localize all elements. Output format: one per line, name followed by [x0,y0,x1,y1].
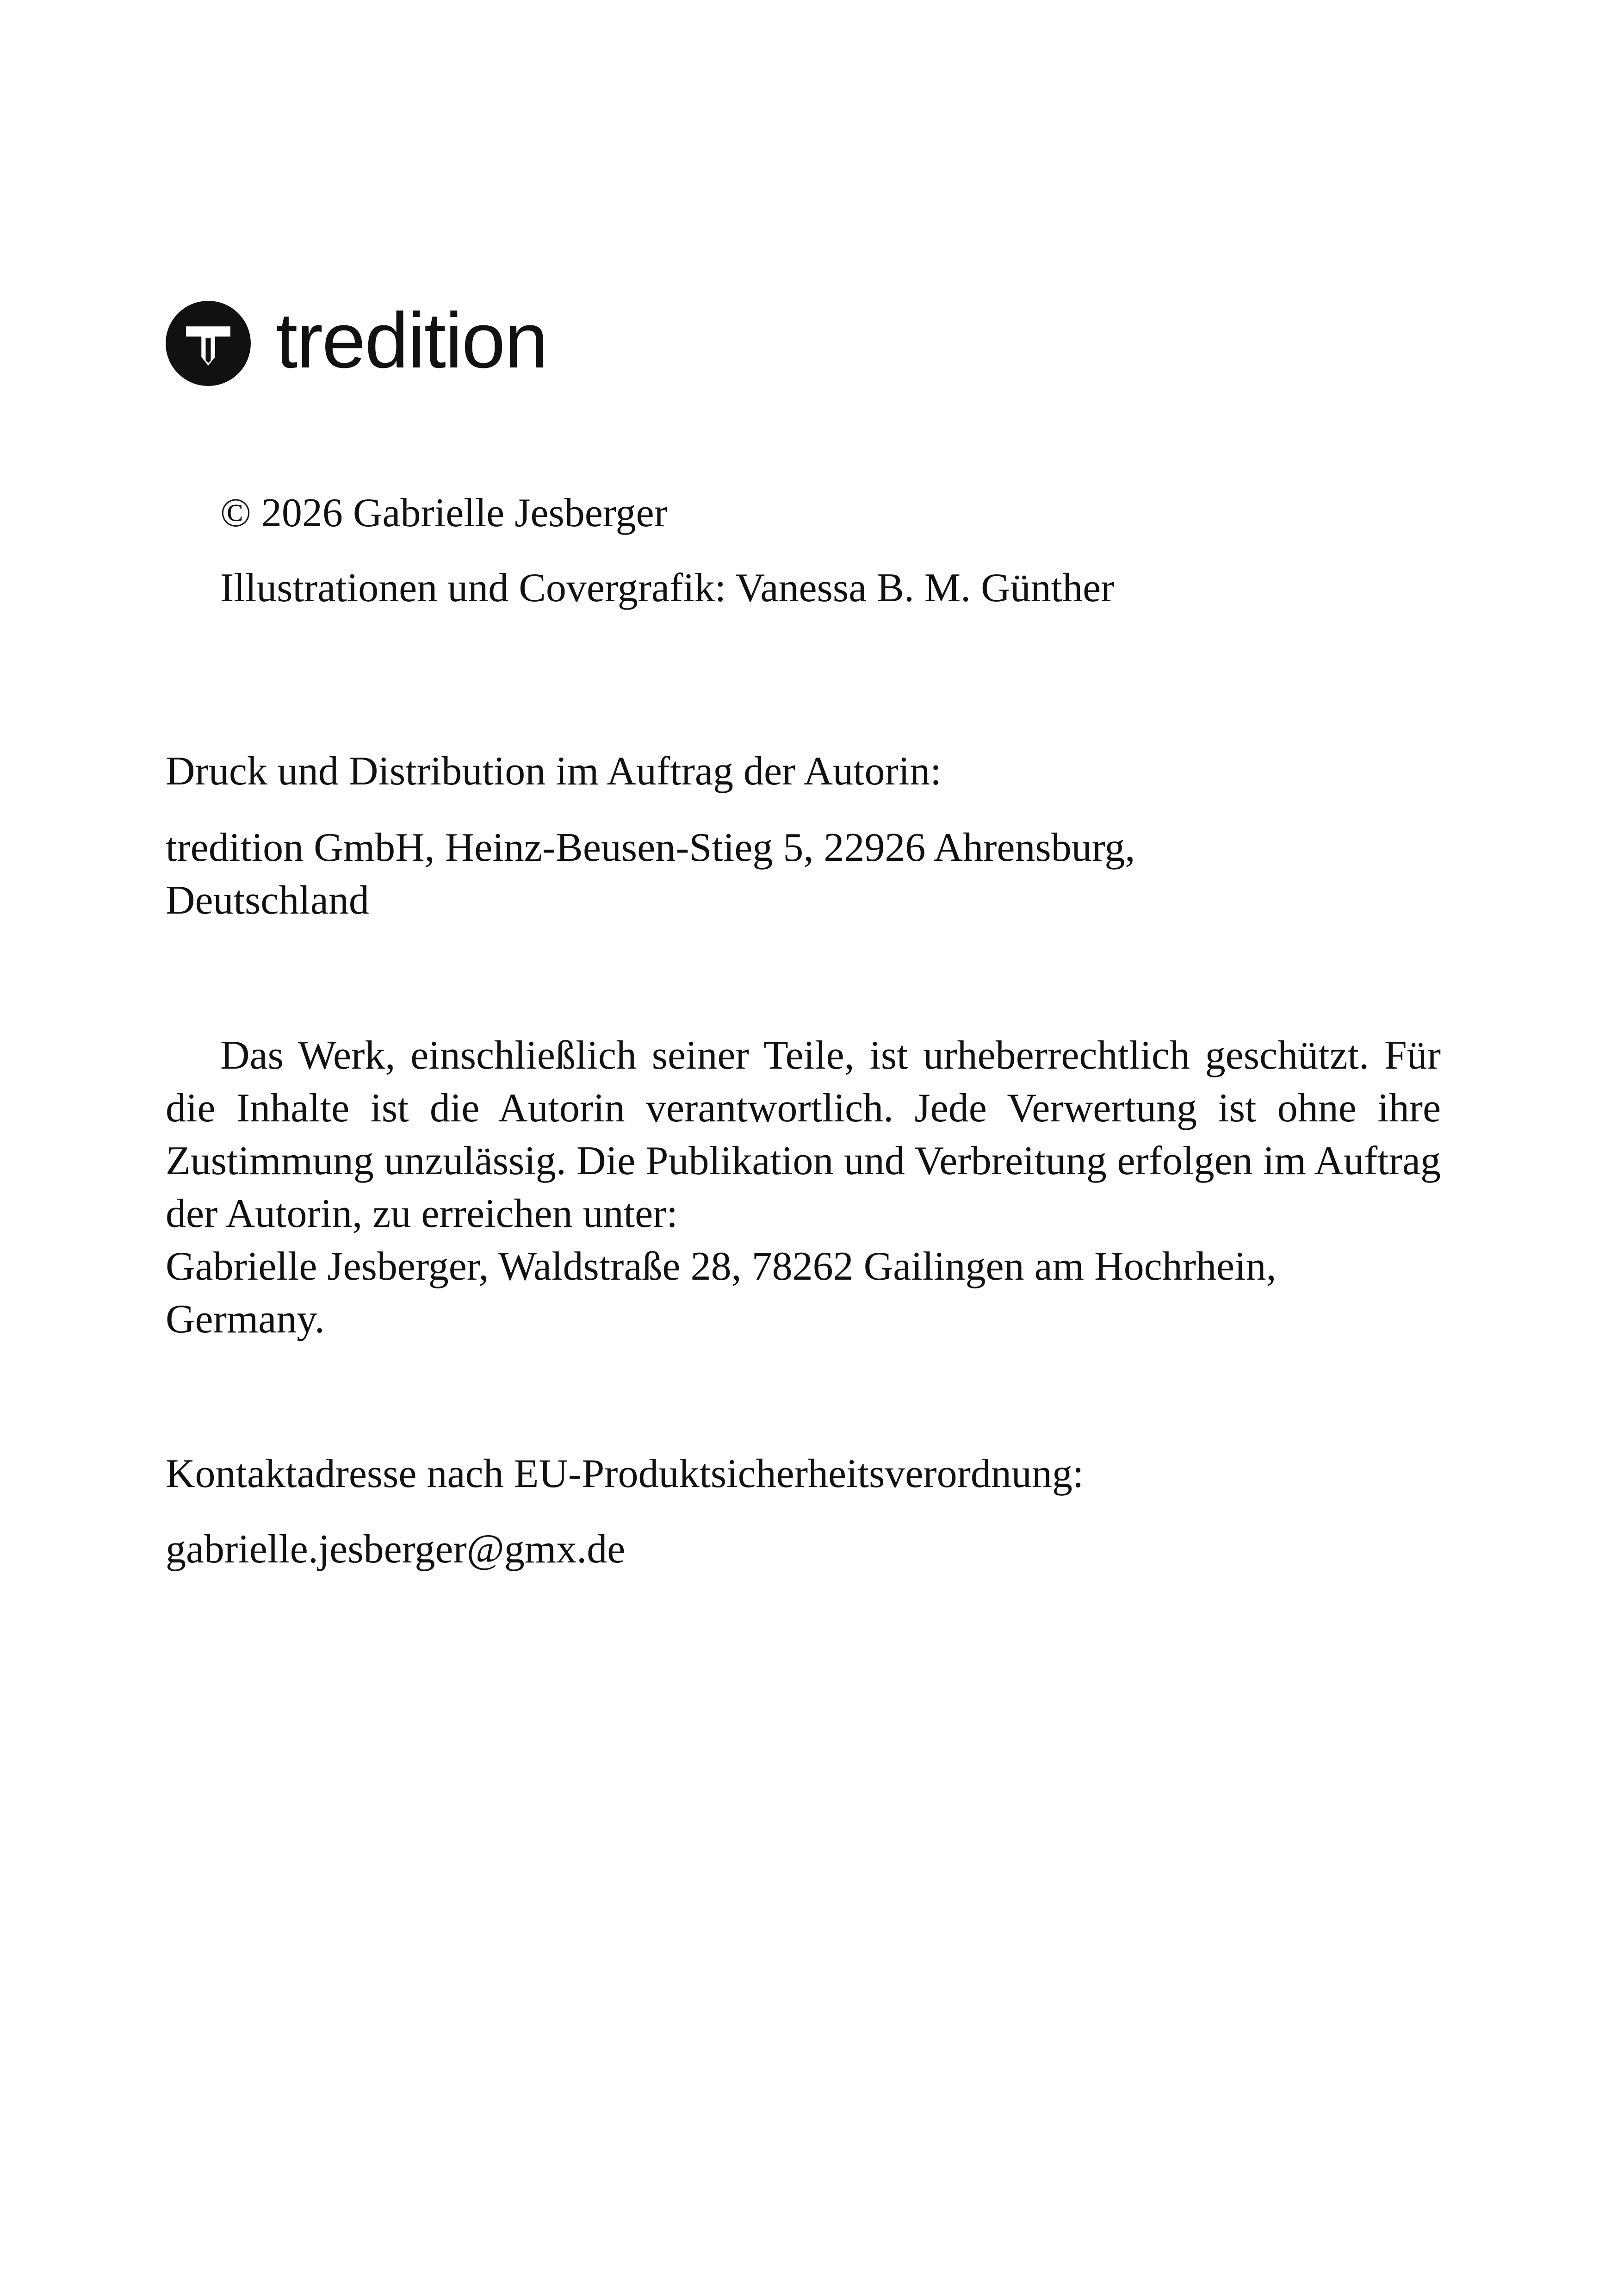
author-address-line-2: Germany. [166,1297,325,1342]
tredition-t-circle-icon [166,301,251,386]
contact-heading: Kontaktadresse nach EU-Produktsicherheitsverordnung: [166,1451,1084,1496]
publisher-wordmark: tredition [276,297,547,385]
publisher-logo [166,297,547,386]
publisher-address-line-1: tredition GmbH, Heinz-Beusen-Stieg 5, 22926 Ahrensburg, [166,825,1135,870]
copyright-line: © 2026 Gabrielle Jesberger [220,491,668,535]
distribution-heading: Druck und Distribution im Auftrag der Autorin: [166,749,942,794]
legal-paragraph: Das Werk, einschließlich seiner Teile, ist urheberrechtlich geschützt. Für die Inhalte ist die Autorin verantwortlich. Jede Verwertung ist ohne ihre Zustimmung unzulässig. Die Publikation und Verbreitung erfolgen im Auftrag der Autorin, zu erreichen unter: [166,1033,1441,1236]
copyright-notice [166,1029,1441,1346]
author-address-line-1: Gabrielle Jesberger, Waldstraße 28, 78262 Gailingen am Hochrhein, [166,1244,1277,1289]
illustrations-credit: Illustrationen und Covergrafik: Vanessa B. M. Günther [220,566,1115,610]
contact-email: gabrielle.jesberger@gmx.de [166,1527,626,1572]
publisher-address-line-2: Deutschland [166,878,369,923]
